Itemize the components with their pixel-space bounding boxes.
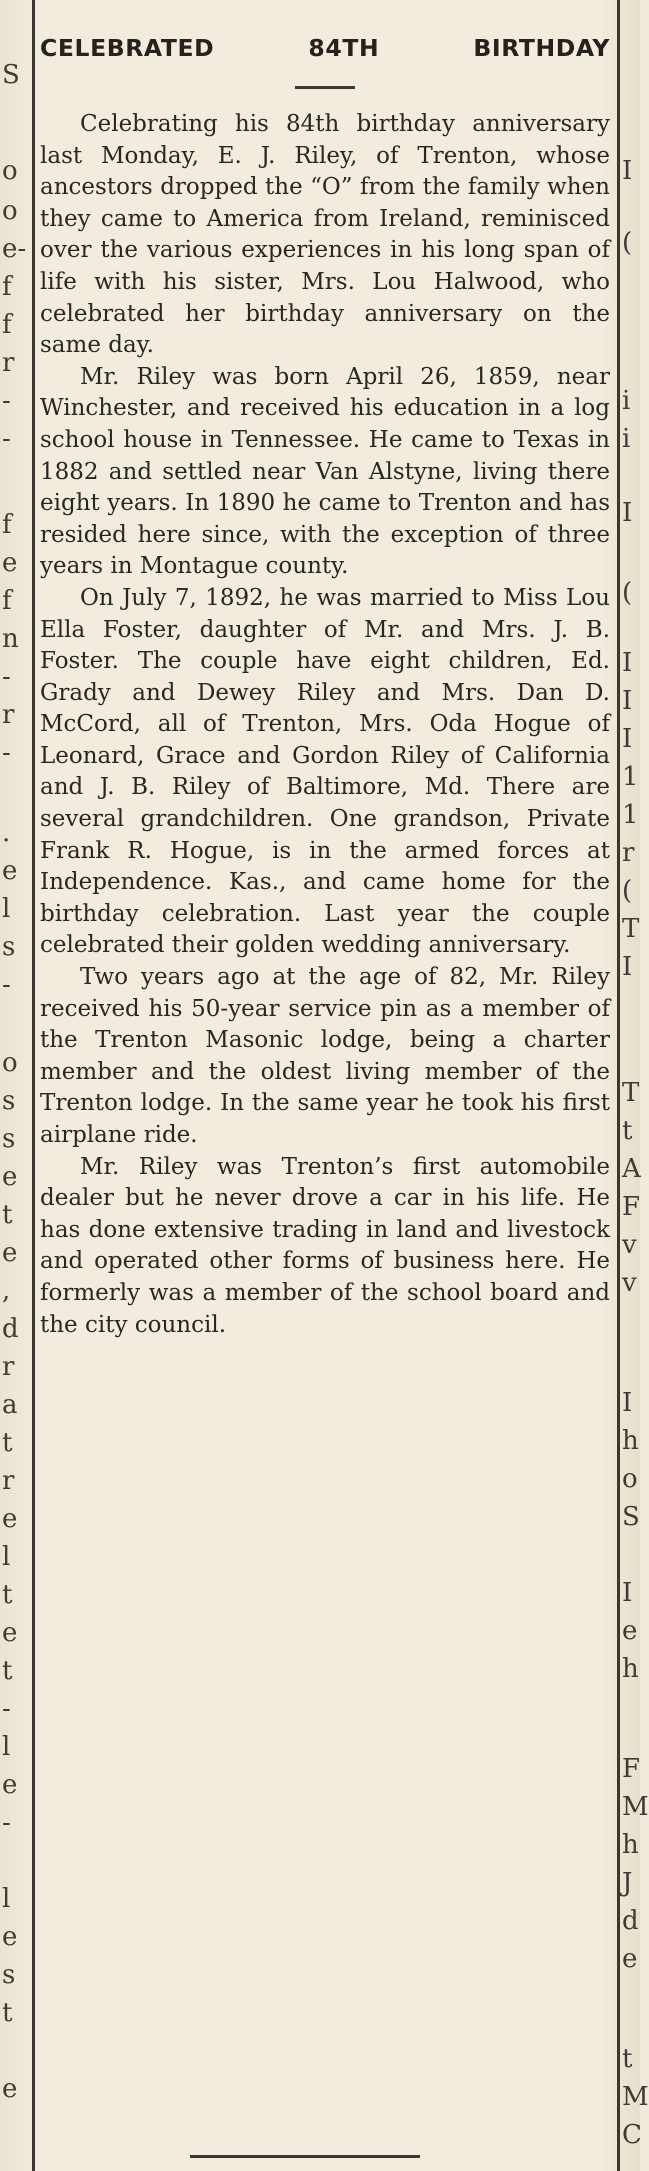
fragment-char: e: [622, 1944, 638, 1974]
fragment-char: o: [622, 1464, 638, 1494]
fragment-char: f: [2, 310, 12, 340]
article-headline: CELEBRATED 84TH BIRTHDAY: [40, 34, 610, 62]
fragment-char: M: [622, 1792, 649, 1822]
fragment-char: e: [2, 1162, 18, 1192]
fragment-char: I: [622, 952, 633, 982]
left-column-fragments: [2, 0, 28, 2171]
fragment-char: I: [622, 156, 633, 186]
headline-divider: [295, 86, 355, 89]
fragment-char: r: [622, 838, 635, 868]
left-column-rule: [32, 0, 35, 2171]
fragment-char: s: [2, 932, 16, 962]
fragment-char: t: [2, 1656, 13, 1686]
fragment-char: T: [622, 914, 640, 944]
fragment-char: 1: [622, 762, 639, 792]
fragment-char: e: [2, 1618, 18, 1648]
article-paragraph: Mr. Riley was Trenton’s first automobile dealer but he never drove a car in his life. He has done extensive trading in land and livestock and operated other forms of business here. He formerly was a member of the school board and the city council.: [40, 1153, 610, 1338]
fragment-char: o: [2, 196, 18, 226]
fragment-char: -: [2, 386, 11, 416]
fragment-char: -: [2, 1694, 11, 1724]
article-body: [40, 109, 610, 1341]
fragment-char: -: [2, 662, 11, 692]
fragment-char: l: [2, 1542, 11, 1572]
fragment-char: h: [622, 1426, 639, 1456]
fragment-char: n: [2, 624, 19, 654]
fragment-char: C: [622, 2120, 642, 2150]
fragment-char: S: [622, 1502, 640, 1532]
fragment-char: (: [622, 578, 633, 608]
fragment-char: -: [2, 970, 11, 1000]
fragment-char: s: [2, 1124, 16, 1154]
fragment-char: M: [622, 2082, 649, 2112]
fragment-char: F: [622, 1754, 641, 1784]
fragment-char: I: [622, 686, 633, 716]
right-column-rule: [617, 0, 620, 2171]
fragment-char: e: [2, 2074, 18, 2104]
article-end-rule: [190, 2155, 420, 2158]
fragment-char: f: [2, 586, 12, 616]
fragment-char: t: [2, 1200, 13, 1230]
fragment-char: S: [2, 60, 20, 90]
fragment-char: T: [622, 1078, 640, 1108]
fragment-char: r: [2, 1466, 15, 1496]
fragment-char: l: [2, 1732, 11, 1762]
fragment-char: h: [622, 1654, 639, 1684]
fragment-char: e: [2, 1922, 18, 1952]
fragment-char: t: [2, 1580, 13, 1610]
fragment-char: 1: [622, 800, 639, 830]
birthday-article: [40, 28, 610, 1341]
fragment-char: (: [622, 228, 633, 258]
fragment-char: f: [2, 510, 12, 540]
fragment-char: v: [622, 1230, 637, 1260]
fragment-char: o: [2, 1048, 18, 1078]
fragment-char: d: [2, 1314, 19, 1344]
fragment-char: r: [2, 1352, 15, 1382]
fragment-char: i: [622, 424, 631, 454]
fragment-char: I: [622, 1388, 633, 1418]
fragment-char: r: [2, 348, 15, 378]
fragment-char: a: [2, 1390, 18, 1420]
fragment-char: e: [2, 1238, 18, 1268]
fragment-char: (: [622, 876, 633, 906]
fragment-char: e: [622, 1616, 638, 1646]
fragment-char: e: [2, 1504, 18, 1534]
fragment-char: t: [2, 1998, 13, 2028]
fragment-char: e-: [2, 234, 27, 264]
fragment-char: ,: [2, 1276, 11, 1306]
fragment-char: v: [622, 1268, 637, 1298]
fragment-char: h: [622, 1830, 639, 1860]
fragment-char: t: [622, 2044, 633, 2074]
article-paragraph: Celebrating his 84th birthday anniversary last Monday, E. J. Riley, of Trenton, whose ancestors dropped the “O” from the family when they came to America from Ireland, reminisced over the various experiences in his long span of life with his sister, Mrs. Lou Halwood, who celebrated her birthday anniversary on the same day.: [40, 111, 610, 359]
fragment-char: t: [622, 1116, 633, 1146]
fragment-char: e: [2, 548, 18, 578]
fragment-char: r: [2, 700, 15, 730]
fragment-char: A: [622, 1154, 641, 1184]
fragment-char: e: [2, 1770, 18, 1800]
fragment-char: s: [2, 1086, 16, 1116]
fragment-char: d: [622, 1906, 639, 1936]
fragment-char: .: [2, 818, 11, 848]
fragment-char: i: [622, 386, 631, 416]
fragment-char: s: [2, 1960, 16, 1990]
fragment-char: I: [622, 498, 633, 528]
fragment-char: -: [2, 1808, 11, 1838]
fragment-char: t: [2, 1428, 13, 1458]
article-paragraph: Mr. Riley was born April 26, 1859, near Winchester, and received his education in a log school house in Tennessee. He came to Texas in 1882 and settled near Van Alstyne, living there eight years. In 1890 he came to Trenton and has resided here since, with the exception of three years in Montague county.: [40, 363, 610, 580]
fragment-char: f: [2, 272, 12, 302]
fragment-char: -: [2, 424, 11, 454]
fragment-char: -: [2, 738, 11, 768]
fragment-char: I: [622, 724, 633, 754]
fragment-char: o: [2, 156, 18, 186]
fragment-char: I: [622, 648, 633, 678]
fragment-char: F: [622, 1192, 641, 1222]
fragment-char: l: [2, 894, 11, 924]
article-paragraph: Two years ago at the age of 82, Mr. Riley received his 50-year service pin as a member of the Trenton Masonic lodge, being a charter member and the oldest living member of the Trenton lodge. In the same year he took his first airplane ride.: [40, 964, 610, 1148]
right-column-fragments: [622, 0, 649, 2171]
article-paragraph: On July 7, 1892, he was married to Miss Lou Ella Foster, daughter of Mr. and Mrs. J. B. Foster. The couple have eight children, Ed. Grady and Dewey Riley and Mrs. Dan D. McCord, all of Trenton, Mrs. Oda Hogue of Leonard, Grace and Gordon Riley of California and J. B. Riley of Baltimore, Md. There are several grandchildren. One grandson, Private Frank R. Hogue, is in the armed forces at Independence. Kas., and came home for the birthday celebration. Last year the couple celebrated their golden wedding anniversary.: [40, 584, 610, 959]
fragment-char: e: [2, 856, 18, 886]
fragment-char: I: [622, 1578, 633, 1608]
fragment-char: l: [2, 1884, 11, 1914]
fragment-char: J: [622, 1868, 633, 1898]
